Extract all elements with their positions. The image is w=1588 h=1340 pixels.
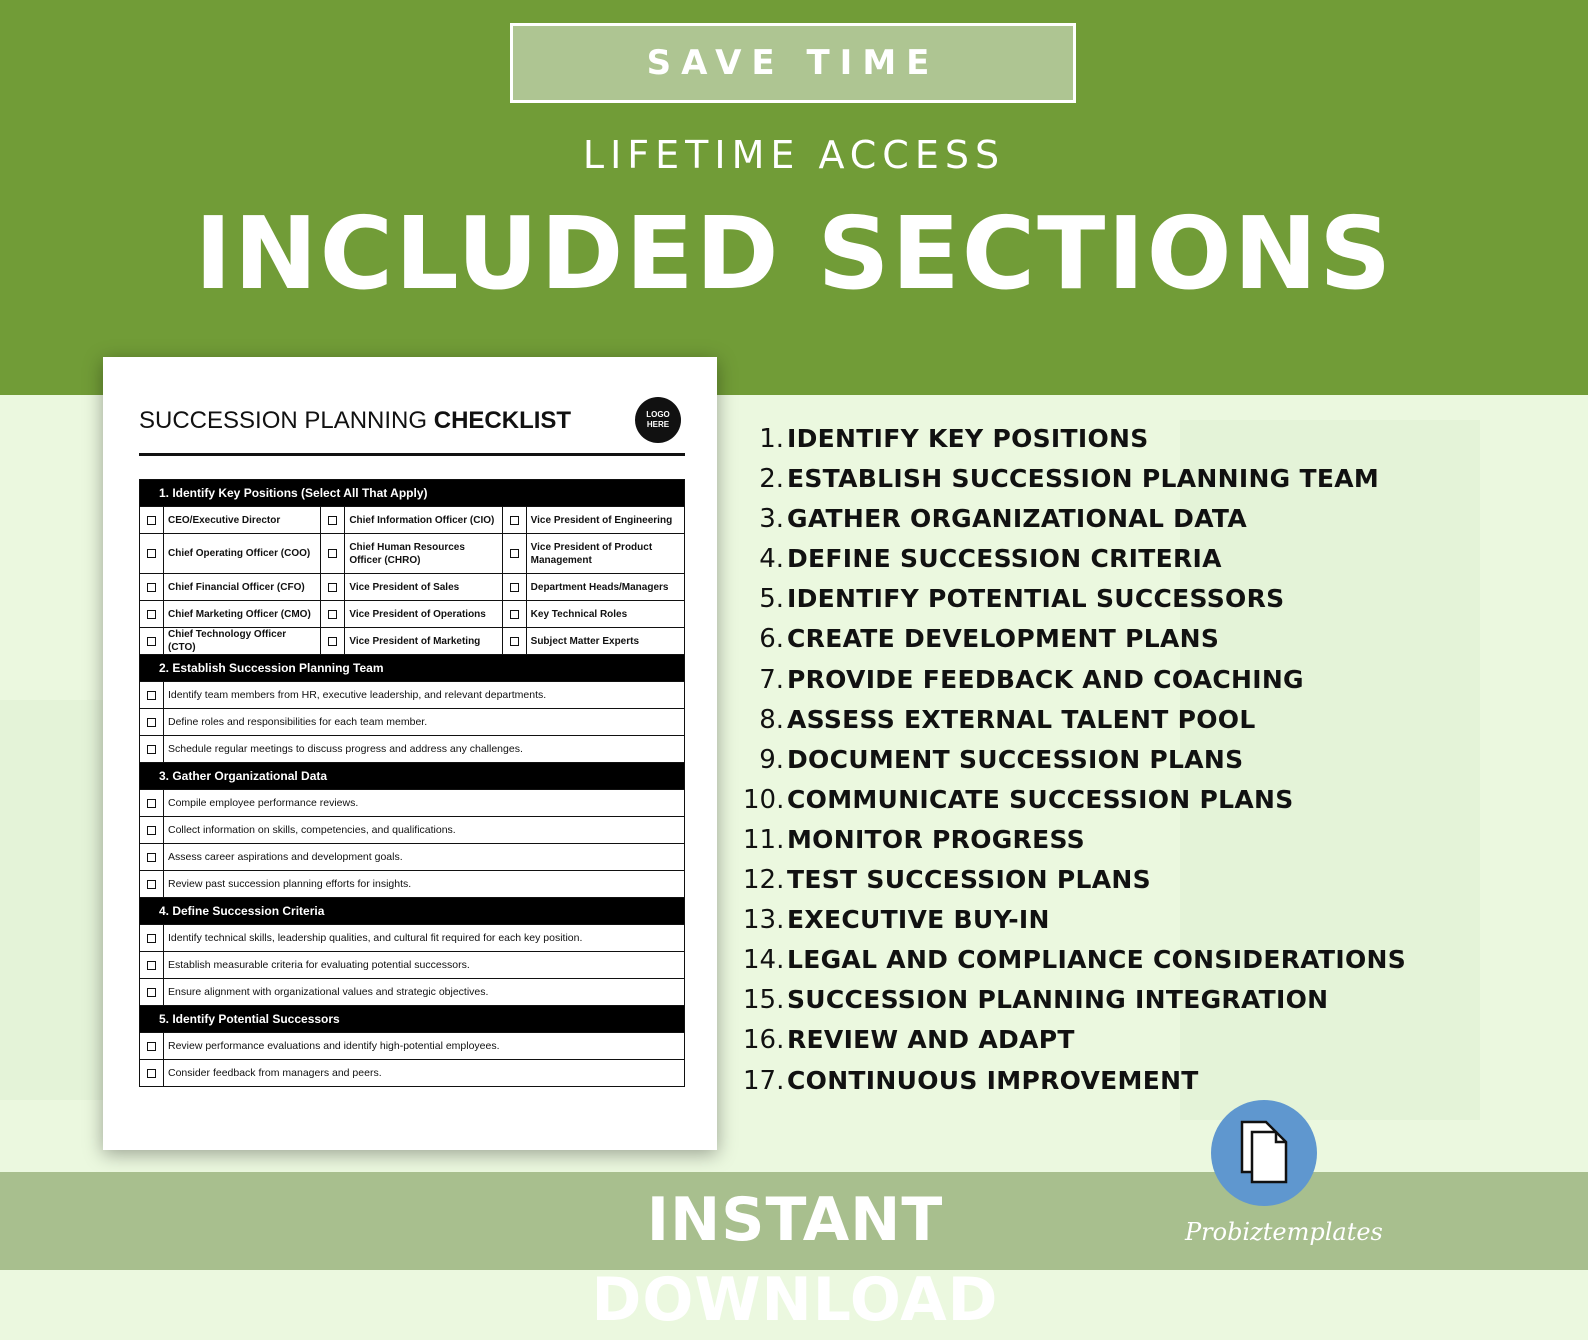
included-section-item [743,865,1563,905]
included-section-item [743,464,1563,504]
checkbox[interactable] [147,745,156,754]
section-number: 3. [759,504,784,535]
checkbox[interactable] [147,610,156,619]
checkbox-cell [140,871,164,897]
checklist-item-text: Establish measurable criteria for evaluating potential successors. [168,958,470,971]
checkbox-cell [140,979,164,1005]
checklist-grid-cell [321,601,502,627]
checklist-row [140,952,684,979]
checkbox[interactable] [328,583,337,592]
checklist-row [140,925,684,952]
checklist-row [140,790,684,817]
checklist-grid-cell [140,601,321,627]
checklist-row [140,817,684,844]
section-heading: 1. Identify Key Positions (Select All That Apply) [140,480,684,507]
section-label: COMMUNICATE SUCCESSION PLANS [787,784,1294,814]
section-heading: 4. Define Succession Criteria [140,898,684,925]
checklist-grid-cell [321,574,502,600]
checkbox[interactable] [147,826,156,835]
included-section-item [743,745,1563,785]
checklist-item-text: Vice President of Engineering [530,514,673,526]
checklist-item-text: Chief Marketing Officer (CMO) [164,601,321,627]
checkbox[interactable] [328,610,337,619]
checklist-item-text: Chief Operating Officer (COO) [164,534,321,573]
checkbox[interactable] [510,637,519,646]
section-number: 7. [759,664,784,695]
checklist-item-text: Chief Technology Officer (CTO) [164,628,321,654]
checklist-item-text: Review past succession planning efforts for insights. [168,877,412,890]
section-number: 17. [743,1065,785,1096]
included-sections-list [743,424,1563,1106]
checklist-item-text: Chief Information Officer (CIO) [345,507,502,533]
checkbox[interactable] [147,799,156,808]
section-label: REVIEW AND ADAPT [787,1025,1075,1055]
checklist-row [140,534,684,574]
checklist-grid-cell [140,507,321,533]
title-divider [139,453,685,456]
section-label: TEST SUCCESSION PLANS [787,865,1151,895]
included-section-item [743,504,1563,544]
checkbox[interactable] [147,988,156,997]
checkbox[interactable] [147,691,156,700]
checkbox[interactable] [147,961,156,970]
included-section-item [743,665,1563,705]
checklist-grid-cell [503,507,684,533]
section-heading: 5. Identify Potential Successors [140,1006,684,1033]
included-section-item [743,584,1563,624]
checklist-grid-cell [140,574,321,600]
checkbox[interactable] [510,610,519,619]
section-number: 11. [743,824,785,855]
section-number: 1. [759,424,784,454]
checklist-row [140,1033,684,1060]
checklist-item-text: Key Technical Roles [530,608,628,620]
page-title: INCLUDED SECTIONS [194,195,1394,312]
section-number: 9. [759,744,784,775]
section-number: 2. [759,464,784,495]
checkbox[interactable] [510,583,519,592]
section-label: DEFINE SUCCESSION CRITERIA [787,544,1222,574]
section-label: CREATE DEVELOPMENT PLANS [787,624,1220,654]
checklist-item-text: Vice President of Operations [345,601,502,627]
section-label: LEGAL AND COMPLIANCE CONSIDERATIONS [787,945,1407,975]
checkbox-cell [321,507,345,533]
section-label: ASSESS EXTERNAL TALENT POOL [787,704,1256,734]
checkbox-cell [503,534,527,573]
included-section-item [743,985,1563,1025]
checklist-grid-cell [321,534,502,573]
checkbox-cell [140,682,164,708]
section-number: 15. [743,985,785,1016]
checkbox-cell [140,844,164,870]
checklist-row [140,507,684,534]
section-label: IDENTIFY POTENTIAL SUCCESSORS [787,584,1285,614]
checklist-item-text: Identify team members from HR, executive leadership, and relevant departments. [168,688,547,701]
section-number: 5. [759,584,784,615]
section-heading: 2. Establish Succession Planning Team [140,655,684,682]
instant-download-text: INSTANT DOWNLOAD [591,1185,999,1335]
checklist-row [140,979,684,1006]
checklist-item-text: Collect information on skills, competencies, and qualifications. [168,823,456,836]
section-label: GATHER ORGANIZATIONAL DATA [787,504,1247,534]
checklist-grid-cell [503,534,684,573]
section-heading: 3. Gather Organizational Data [140,763,684,790]
section-number: 12. [743,865,785,896]
checklist-row [140,1060,684,1087]
checkbox[interactable] [328,637,337,646]
checkbox-cell [503,601,527,627]
checkbox-cell [503,507,527,533]
checklist-item-text: Assess career aspirations and development goals. [168,850,403,863]
checkbox-cell [140,736,164,762]
checklist-table [139,479,685,1087]
checklist-row [140,682,684,709]
checkbox[interactable] [147,934,156,943]
checklist-item-text: Schedule regular meetings to discuss progress and address any challenges. [168,742,523,755]
section-label: PROVIDE FEEDBACK AND COACHING [787,664,1304,694]
checkbox-cell [321,628,345,654]
checkbox-cell [321,534,345,573]
checkbox[interactable] [510,516,519,525]
checkbox-cell [321,601,345,627]
checklist-grid-cell [503,601,684,627]
checkbox-cell [140,601,164,627]
checkbox-cell [140,1060,164,1086]
checklist-row [140,709,684,736]
section-label: CONTINUOUS IMPROVEMENT [787,1065,1199,1095]
documents-icon [1211,1100,1317,1206]
checkbox-cell [140,709,164,735]
checklist-item-text: Review performance evaluations and identify high-potential employees. [168,1039,500,1052]
brand-name: Probiztemplates [1185,1218,1383,1246]
checklist-item-text: Vice President of Product Management [530,541,653,566]
included-section-item [743,785,1563,825]
checkbox[interactable] [147,583,156,592]
section-number: 4. [759,544,784,575]
section-label: ESTABLISH SUCCESSION PLANNING TEAM [787,464,1380,494]
document-title: SUCCESSION PLANNING CHECKLIST [139,407,572,434]
lifetime-access-text: LIFETIME ACCESS [582,133,1006,177]
checklist-row [140,736,684,763]
section-number: 14. [743,945,785,976]
included-section-item [743,544,1563,584]
checklist-row [140,574,684,601]
section-number: 16. [743,1025,785,1056]
checklist-row [140,628,684,655]
checklist-item-text: Identify technical skills, leadership qualities, and cultural fit required for each key position. [168,931,583,944]
checklist-item-text: Department Heads/Managers [530,581,669,593]
included-section-item [743,1066,1563,1106]
checkbox-cell [140,1033,164,1059]
section-number: 10. [743,784,785,815]
section-number: 8. [759,704,784,735]
checkbox-cell [503,628,527,654]
checkbox[interactable] [147,1069,156,1078]
checkbox[interactable] [147,1042,156,1051]
section-label: SUCCESSION PLANNING INTEGRATION [787,985,1329,1015]
checklist-grid-cell [503,628,684,654]
checklist-grid-cell [321,628,502,654]
checklist-grid-cell [140,628,321,654]
checklist-item-text: Consider feedback from managers and peers. [168,1066,382,1079]
checklist-item-text: CEO/Executive Director [164,507,321,533]
checkbox-cell [503,574,527,600]
checklist-item-text: Compile employee performance reviews. [168,796,359,809]
checklist-item-text: Define roles and responsibilities for each team member. [168,715,428,728]
included-section-item [743,1025,1563,1065]
checkbox-cell [140,628,164,654]
checklist-grid-cell [503,574,684,600]
checkbox[interactable] [147,516,156,525]
section-label: IDENTIFY KEY POSITIONS [787,424,1149,453]
checkbox-cell [140,507,164,533]
section-label: MONITOR PROGRESS [787,824,1085,854]
checkbox-cell [140,574,164,600]
checkbox[interactable] [147,853,156,862]
checklist-item-text: Ensure alignment with organizational values and strategic objectives. [168,985,489,998]
included-section-item [743,624,1563,664]
checklist-item-text: Chief Financial Officer (CFO) [164,574,321,600]
checklist-item-text: Vice President of Sales [345,574,502,600]
checkbox[interactable] [328,549,337,558]
checkbox[interactable] [147,880,156,889]
checkbox[interactable] [147,718,156,727]
checkbox[interactable] [147,637,156,646]
section-number: 13. [743,905,785,936]
included-section-item [743,905,1563,945]
checkbox[interactable] [147,549,156,558]
logo-placeholder: LOGO HERE [635,397,681,443]
checklist-row [140,601,684,628]
checklist-item-text: Vice President of Marketing [345,628,502,654]
checkbox[interactable] [328,516,337,525]
section-label: EXECUTIVE BUY-IN [787,905,1050,935]
checkbox-cell [321,574,345,600]
save-time-text: SAVE TIME [646,43,940,83]
checkbox[interactable] [510,549,519,558]
checklist-row [140,844,684,871]
checklist-item-text: Chief Human Resources Officer (CHRO) [345,534,502,573]
checkbox-cell [140,534,164,573]
checkbox-cell [140,952,164,978]
section-number: 6. [759,624,784,655]
included-section-item [743,945,1563,985]
checklist-row [140,871,684,898]
checkbox-cell [140,790,164,816]
checklist-grid-cell [321,507,502,533]
checklist-item-text: Subject Matter Experts [530,635,640,647]
background-texture [0,700,110,1100]
included-section-item [743,424,1563,464]
checklist-grid-cell [140,534,321,573]
section-label: DOCUMENT SUCCESSION PLANS [787,744,1244,774]
included-section-item [743,705,1563,745]
included-section-item [743,825,1563,865]
checklist-preview-page [103,357,717,1150]
checkbox-cell [140,925,164,951]
checkbox-cell [140,817,164,843]
save-time-badge [510,23,1076,103]
